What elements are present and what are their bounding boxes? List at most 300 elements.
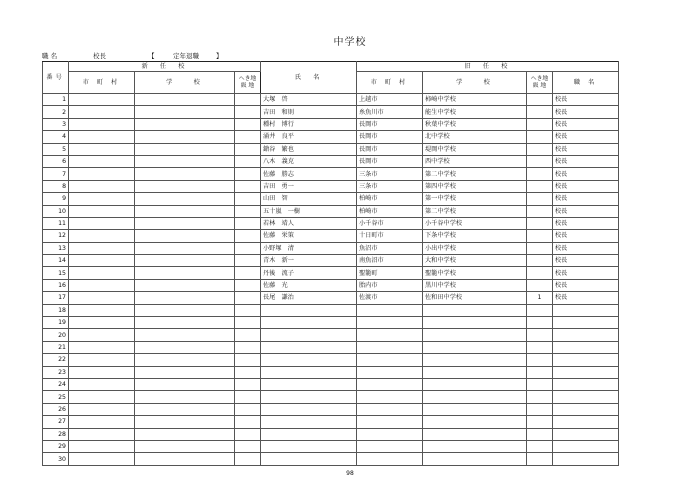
row-number: 22 [43,354,69,366]
old-job-cell: 校長 [553,217,619,229]
new-city-cell [69,205,135,217]
row-number: 17 [43,292,69,304]
new-school-cell [135,255,235,267]
new-school-cell [135,94,235,106]
new-remote-cell [235,143,261,155]
new-remote-cell [235,155,261,167]
new-school-cell [135,155,235,167]
new-school-cell [135,329,235,341]
row-number: 15 [43,267,69,279]
old-city-cell [357,317,423,329]
old-job-cell [553,329,619,341]
table-row [43,453,619,465]
old-job-cell [553,440,619,452]
old-remote-cell [527,106,553,118]
old-city-cell [357,440,423,452]
new-remote-cell [235,205,261,217]
header-new-remote: へき地 級 地 [235,72,261,94]
row-number: 6 [43,155,69,167]
table-row [43,143,619,155]
old-remote-cell [527,428,553,440]
new-city-cell [69,453,135,465]
old-city-cell [357,403,423,415]
header-row-groups [43,62,619,72]
old-city-cell [357,329,423,341]
new-remote-cell [235,94,261,106]
new-remote-cell [235,416,261,428]
old-city-cell: 小千谷市 [357,217,423,229]
new-remote-cell [235,118,261,130]
old-job-cell [553,341,619,353]
new-remote-cell [235,180,261,192]
new-city-cell [69,329,135,341]
row-number: 2 [43,106,69,118]
old-job-cell [553,354,619,366]
name-cell: 大塚 啓 [261,94,357,106]
new-city-cell [69,403,135,415]
row-number: 13 [43,242,69,254]
old-job-cell: 校長 [553,180,619,192]
row-number: 19 [43,317,69,329]
table-row [43,94,619,106]
old-school-cell [423,378,527,390]
new-remote-cell [235,453,261,465]
old-school-cell: 小千谷中学校 [423,217,527,229]
new-remote-cell [235,292,261,304]
name-cell [261,304,357,316]
table-row [43,180,619,192]
name-cell [261,329,357,341]
name-cell [261,453,357,465]
old-school-cell: 佐和田中学校 [423,292,527,304]
new-city-cell [69,155,135,167]
old-remote-cell [527,391,553,403]
name-cell [261,391,357,403]
new-school-cell [135,193,235,205]
new-city-cell [69,193,135,205]
old-remote-cell [527,94,553,106]
old-school-cell [423,329,527,341]
table-row [43,378,619,390]
header-name: 氏 名 [261,62,357,94]
old-school-cell [423,403,527,415]
new-school-cell [135,118,235,130]
old-city-cell: 柏崎市 [357,193,423,205]
new-remote-cell [235,366,261,378]
old-job-cell: 校長 [553,242,619,254]
old-remote-cell [527,378,553,390]
new-city-cell [69,317,135,329]
old-school-cell [423,317,527,329]
table-row [43,267,619,279]
name-cell: 長尾 謙治 [261,292,357,304]
old-job-cell: 校長 [553,118,619,130]
old-school-cell [423,440,527,452]
old-job-cell: 校長 [553,131,619,143]
table-row [43,168,619,180]
new-city-cell [69,304,135,316]
row-number: 28 [43,428,69,440]
job-value: 校長 [93,52,106,60]
table-row [43,217,619,229]
new-school-cell [135,403,235,415]
new-remote-cell [235,106,261,118]
table-row [43,428,619,440]
new-city-cell [69,242,135,254]
row-number: 20 [43,329,69,341]
table-row [43,304,619,316]
new-remote-cell [235,354,261,366]
new-school-cell [135,267,235,279]
old-job-cell: 校長 [553,143,619,155]
old-remote-cell [527,279,553,291]
new-remote-cell [235,341,261,353]
old-city-cell [357,341,423,353]
old-remote-cell [527,180,553,192]
new-school-cell [135,341,235,353]
name-cell [261,378,357,390]
old-city-cell [357,428,423,440]
old-city-cell [357,416,423,428]
table-row [43,230,619,242]
old-remote-cell [527,304,553,316]
old-job-cell: 校長 [553,292,619,304]
old-school-cell: 下条中学校 [423,230,527,242]
name-cell [261,403,357,415]
old-job-cell: 校長 [553,267,619,279]
old-school-cell [423,453,527,465]
new-school-cell [135,230,235,242]
old-city-cell [357,354,423,366]
old-job-cell: 校長 [553,94,619,106]
new-remote-cell [235,168,261,180]
old-city-cell: 三条市 [357,168,423,180]
new-city-cell [69,106,135,118]
old-remote-cell [527,403,553,415]
old-remote-cell [527,317,553,329]
old-school-cell [423,416,527,428]
old-school-cell: 第二中学校 [423,205,527,217]
new-remote-cell [235,255,261,267]
old-school-cell: 能生中学校 [423,106,527,118]
old-city-cell: 南魚沼市 [357,255,423,267]
old-remote-cell [527,118,553,130]
bracket-close: 】 [216,52,223,60]
old-school-cell: 西中学校 [423,155,527,167]
table-row [43,440,619,452]
old-job-cell: 校長 [553,168,619,180]
name-cell [261,341,357,353]
old-school-cell [423,428,527,440]
row-number: 11 [43,217,69,229]
name-cell: 佐藤 勝志 [261,168,357,180]
header-new-city: 市 町 村 [69,72,135,94]
page-number: 98 [346,470,354,477]
table-row [43,255,619,267]
new-remote-cell [235,378,261,390]
old-remote-cell [527,255,553,267]
old-job-cell [553,304,619,316]
new-school-cell [135,180,235,192]
old-city-cell [357,366,423,378]
new-remote-cell [235,267,261,279]
new-city-cell [69,279,135,291]
new-remote-cell [235,329,261,341]
old-school-cell: 北中学校 [423,131,527,143]
new-school-cell [135,440,235,452]
table-row [43,131,619,143]
table-row [43,118,619,130]
new-remote-cell [235,304,261,316]
new-remote-cell [235,428,261,440]
old-school-cell: 第二中学校 [423,168,527,180]
old-job-cell [553,391,619,403]
old-job-cell [553,428,619,440]
new-school-cell [135,354,235,366]
name-cell [261,354,357,366]
new-city-cell [69,94,135,106]
old-school-cell: 柿崎中学校 [423,94,527,106]
old-remote-cell [527,267,553,279]
table-row [43,391,619,403]
old-job-cell [553,378,619,390]
name-cell [261,366,357,378]
old-remote-cell: 1 [527,292,553,304]
new-remote-cell [235,440,261,452]
old-job-cell [553,453,619,465]
new-city-cell [69,230,135,242]
old-school-cell: 黒川中学校 [423,279,527,291]
table-row [43,193,619,205]
row-number: 21 [43,341,69,353]
old-job-cell: 校長 [553,279,619,291]
old-school-cell: 堤岡中学校 [423,143,527,155]
row-number: 5 [43,143,69,155]
new-city-cell [69,255,135,267]
row-number: 26 [43,403,69,415]
old-remote-cell [527,155,553,167]
table-row [43,292,619,304]
new-city-cell [69,354,135,366]
name-cell [261,416,357,428]
table-row [43,317,619,329]
old-remote-cell [527,416,553,428]
old-remote-cell [527,143,553,155]
new-school-cell [135,416,235,428]
row-number: 25 [43,391,69,403]
header-new-school-group: 新 任 校 [69,62,261,72]
row-number: 8 [43,180,69,192]
table-row [43,341,619,353]
name-cell: 若林 靖人 [261,217,357,229]
new-city-cell [69,118,135,130]
old-school-cell: 第一中学校 [423,193,527,205]
new-city-cell [69,428,135,440]
old-city-cell: 佐渡市 [357,292,423,304]
old-job-cell [553,366,619,378]
row-number: 18 [43,304,69,316]
row-number: 29 [43,440,69,452]
name-cell: 丹後 流子 [261,267,357,279]
new-city-cell [69,440,135,452]
old-city-cell: 長岡市 [357,143,423,155]
row-number: 1 [43,94,69,106]
table-row [43,416,619,428]
old-job-cell [553,403,619,415]
new-school-cell [135,279,235,291]
old-remote-cell [527,205,553,217]
new-city-cell [69,168,135,180]
bracket-open: 【 [148,52,155,60]
old-city-cell [357,304,423,316]
new-remote-cell [235,317,261,329]
old-remote-cell [527,341,553,353]
name-cell: 吉田 和則 [261,106,357,118]
new-city-cell [69,366,135,378]
table-row [43,106,619,118]
name-cell: 種村 博行 [261,118,357,130]
row-number: 10 [43,205,69,217]
row-number: 30 [43,453,69,465]
header-new-school: 学 校 [135,72,235,94]
name-cell [261,428,357,440]
name-cell: 佐藤 光 [261,279,357,291]
new-remote-cell [235,391,261,403]
header-old-school-group: 旧 任 校 [357,62,619,72]
new-school-cell [135,205,235,217]
old-city-cell [357,391,423,403]
new-school-cell [135,242,235,254]
new-school-cell [135,106,235,118]
row-number: 12 [43,230,69,242]
old-job-cell: 校長 [553,230,619,242]
header-old-school: 学 校 [423,72,527,94]
row-number: 23 [43,366,69,378]
name-cell: 八木 義克 [261,155,357,167]
new-city-cell [69,143,135,155]
table-body [43,94,619,466]
old-city-cell: 聖籠町 [357,267,423,279]
old-remote-cell [527,242,553,254]
old-city-cell: 長岡市 [357,118,423,130]
name-cell: 涌井 良平 [261,131,357,143]
old-city-cell: 三条市 [357,180,423,192]
old-remote-cell [527,131,553,143]
old-remote-cell [527,217,553,229]
new-school-cell [135,168,235,180]
old-school-cell: 大和中学校 [423,255,527,267]
row-number: 3 [43,118,69,130]
old-job-cell: 校長 [553,155,619,167]
new-school-cell [135,366,235,378]
new-city-cell [69,267,135,279]
new-school-cell [135,428,235,440]
name-cell: 青木 新一 [261,255,357,267]
old-remote-cell [527,168,553,180]
header-old-city: 市 町 村 [357,72,423,94]
new-city-cell [69,217,135,229]
header-old-remote: へき地 級 地 [527,72,553,94]
old-remote-cell [527,230,553,242]
old-school-cell: 第四中学校 [423,180,527,192]
new-remote-cell [235,403,261,415]
new-remote-cell [235,230,261,242]
new-city-cell [69,378,135,390]
new-school-cell [135,317,235,329]
row-number: 16 [43,279,69,291]
name-cell: 吉田 勇一 [261,180,357,192]
new-school-cell [135,391,235,403]
old-job-cell [553,416,619,428]
table-row [43,155,619,167]
new-city-cell [69,416,135,428]
table-row [43,329,619,341]
row-number: 14 [43,255,69,267]
new-remote-cell [235,242,261,254]
old-remote-cell [527,354,553,366]
row-number: 4 [43,131,69,143]
old-job-cell [553,317,619,329]
table-row [43,205,619,217]
row-number: 24 [43,378,69,390]
new-remote-cell [235,193,261,205]
name-cell: 山田 智 [261,193,357,205]
table-row [43,403,619,415]
name-cell: 五十嵐 一樹 [261,205,357,217]
old-city-cell: 十日町市 [357,230,423,242]
new-school-cell [135,131,235,143]
old-city-cell: 柏崎市 [357,205,423,217]
new-remote-cell [235,131,261,143]
new-school-cell [135,453,235,465]
new-school-cell [135,143,235,155]
old-city-cell: 魚沼市 [357,242,423,254]
old-school-cell: 小出中学校 [423,242,527,254]
old-city-cell: 胎内市 [357,279,423,291]
new-school-cell [135,292,235,304]
header-old-job: 職 名 [553,72,619,94]
old-school-cell [423,391,527,403]
page-title: 中学校 [333,37,367,48]
new-school-cell [135,378,235,390]
old-job-cell: 校長 [553,193,619,205]
table-row [43,354,619,366]
old-job-cell: 校長 [553,106,619,118]
old-city-cell: 上越市 [357,94,423,106]
header-number: 番号 [43,62,69,94]
new-city-cell [69,292,135,304]
old-school-cell: 聖籠中学校 [423,267,527,279]
old-remote-cell [527,440,553,452]
old-city-cell [357,453,423,465]
row-number: 7 [43,168,69,180]
old-school-cell [423,304,527,316]
new-city-cell [69,180,135,192]
old-remote-cell [527,329,553,341]
old-city-cell [357,378,423,390]
name-cell [261,317,357,329]
old-job-cell: 校長 [553,255,619,267]
row-number: 9 [43,193,69,205]
new-city-cell [69,341,135,353]
table-row [43,366,619,378]
new-school-cell [135,304,235,316]
new-remote-cell [235,279,261,291]
old-city-cell: 長岡市 [357,131,423,143]
name-cell: 小野塚 清 [261,242,357,254]
name-cell: 鎗谷 繁也 [261,143,357,155]
table-row [43,242,619,254]
